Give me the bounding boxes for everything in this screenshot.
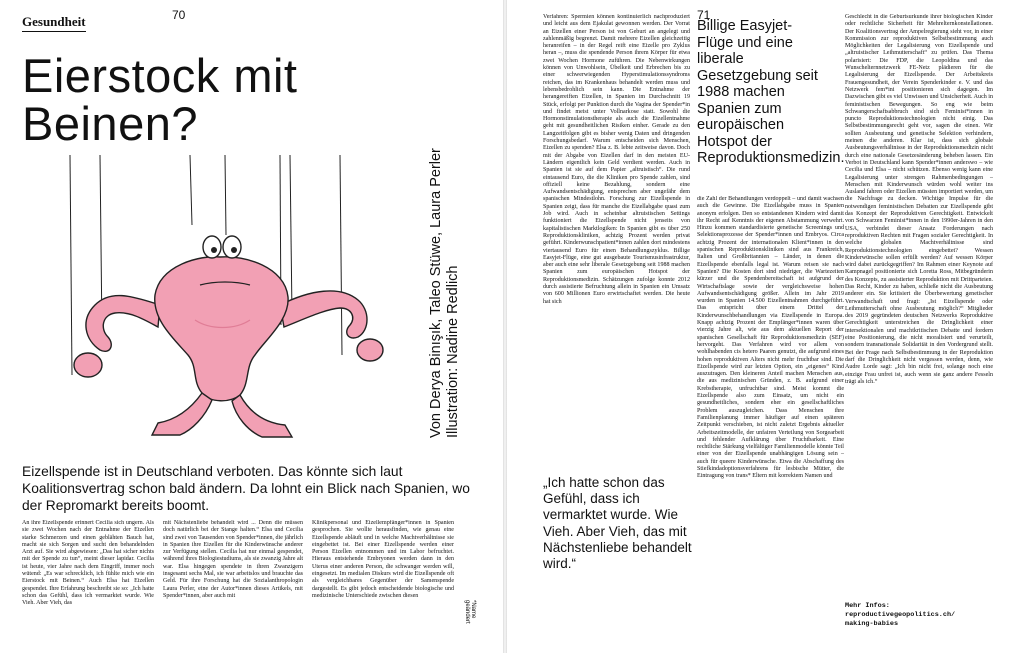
title-line-2: Beinen? xyxy=(22,97,198,150)
pull-quote: „Ich hatte schon das Gefühl, dass ich vermarktet wurde. Wie Vieh. Aber Vieh, das mit Nächstenliebe behandelt wird.“ xyxy=(543,475,692,572)
lead-paragraph: Eizellspende ist in Deutschland verboten. Das könnte sich laut Koalitionsvertrag schon bald ändern. Da lohnt ein Blick nach Spanien, wo der Repromarkt bereits boomt. xyxy=(22,464,470,513)
puppet-eyes xyxy=(203,236,241,258)
article-title xyxy=(22,49,298,150)
left-col1-text: An ihre Eizellspende erinnert Cecilia sich ungern. Als sie zwei Wochen nach der Entnahme der Eizellen starke Schmerzen und einen geblähten Bauch hat, macht sie sich Sorgen und sucht den behandelnden Arzt auf. Sie wird abgewiesen: „Das hat sicher nichts mit der Spende zu tun“, meint dieser lapidar. Cecilia ist heute, vier Jahre nach dem Eingriff, immer noch wütend: „Es war schrecklich, ich fühlte mich wie ein Eierstock mit Beinen.“ Auch Elsa hat Eizellen gespendet. Ihre Erfahrung beschreibt sie so: „Ich hatte schon das Gefühl, dass ich vermarktet wurde. Wie Vieh. Aber Vieh, das xyxy=(22,520,154,607)
left-column-1 xyxy=(22,520,154,650)
right-column-2 xyxy=(697,196,844,650)
more-info-link-1[interactable]: reproductivegeopolitics.ch/ xyxy=(845,611,956,619)
title-line-1: Eierstock mit xyxy=(22,49,298,102)
uterus-body xyxy=(74,257,383,437)
uterus-puppet-illustration xyxy=(40,155,410,445)
authors: Von Derya Binışık, Taleo Stüwe, Laura Perler xyxy=(428,148,444,438)
name-changed-note: *Name geändert xyxy=(464,600,476,624)
right-column-3 xyxy=(845,14,993,596)
more-info-label: Mehr Infos: xyxy=(845,602,890,610)
section-label: Gesundheit xyxy=(22,14,86,32)
right-col3-text: Geschlecht in die Geburtsurkunde ihrer biologischen Kinder oder rechtliche Sicherheit für Mehrelternkonstellationen. Der Koalitionsvertrag der Ampelregierung sieht vor, in einer Kommission zur reproduktiven Selbstbestimmung auch Möglichkeiten der Legalisierung von Eizellspende und „altruistischer Leihmutterschaft“ zu prüfen. Das Thema polarisiert: Die FDP, die Leopoldina und das Wunschelternnetzwerk FE-Netz plädieren für die Legalisierung der Eizellspende. Der Arbeitskreis Frauengesundheit, der Verein Spenderkinder e. V. und das Netzwerk fem*ini positionieren sich dagegen. Im Dazwischen gibt es viel Unwissen und Unsicherheit. Auch in feministischen Bewegungen. So eng wie beim Schwangerschaftsabbruch sind sich Feminist*innen in puncto Reproduktionstechnologien nicht einig. Das Selbstbestimmungsrecht geht vor, sagen die einen. Wir sollten Ausbeutung und genetische Selektion verhindern, meinen die anderen. Klar ist, dass sich globale Ausbeutungsverhältnisse in der Reproduktionsmedizin nicht durch eine nationale Gesetzesänderung beheben lassen. Ein Verbot in Deutschland kann Spender*innen anderswo – wie Cecilia und Elsa – nicht schützen. Ebenso wenig kann eine Legalisierung unter strengen Rahmenbedingungen – Menschen mit Kinderwunsch würden wohl weiter ins Ausland fahren oder Eizellen müssten importiert werden, um die Nachfrage zu decken. Wichtige Impulse für die notwendigen feministischen Debatten zur Eizellspende gibt das Konzept der Reproduktiven Gerechtigkeit. Entwickelt von Schwarzen Feminist*innen in den 1990er-Jahren in den USA, verbindet dieser Ansatz Forderungen nach reproduktiven Rechten mit Fragen sozialer Gerechtigkeit. In welche globalen Machtverhältnisse sind Reproduktionstechnologien eingebettet? Wessen Kinderwünsche sollen erfüllt werden? Auf wessen Körper wird dabei zurückgegriffen? Im Rahmen einer Keynote auf Kampnagel positionierte sich Loretta Ross, Mitbegründerin des Konzepts, zu assistierter Reproduktion mit Drittparteien. Das Recht, Kinder zu haben, schließe nicht die Ausbeutung anderer ein. Sie kritisiert die Überbewertung genetischer Verwandtschaft und fragt: „Ist Eizellspende oder Leihmutterschaft ohne Ausbeutung möglich?“ Mitglieder des 2019 gegründeten deutschen Netzwerks Reproduktive Gerechtigkeit unterstreichen die Dringlichkeit einer intersektionalen und machtkritischen Debatte und fordern eine Positionierung, die nicht moralisiert und verurteilt, sondern transnationale Solidarität in den Vordergrund stellt. Bei der Frage nach Selbstbestimmung in der Reproduktion darf die Dringlichkeit nicht vergessen werden, denn, wie Audre Lorde sagt: „Ich bin nicht frei, solange noch eine einzige Frau unfrei ist, auch wenn sie ganz andere Fesseln trägt als ich.“ xyxy=(845,14,993,385)
more-info-box xyxy=(845,602,955,629)
subheadline: Billige Easyjet-Flüge und eine liberale Gesetzgebung seit 1988 machen Spanien zum europäischen Hotspot der Reproduktionsmedizin. xyxy=(697,18,845,166)
right-col1-text: Verfahren: Spermien können kontinuierlich nachproduziert und leicht aus dem Ejakulat gewonnen werden. Der Vorrat an Eizellen einer Person ist von Geburt an angelegt und zahlenmäßig begrenzt. Damit mehrere Eizellen gleichzeitig heranreifen – in der Regel reift eine Eizelle pro Zyklus heran –, muss die spendende Person ihrem Körper für etwa zwei Wochen Hormone zuführen. Die Nebenwirkungen können von Unwohlsein, Übelkeit und Erbrechen bis zu einer schwerwiegenden Hyperstimulationssyndroms reichen, das im Krankenhaus behandelt werden muss und lebensbedrohlich sein kann. Die Entnahme der herangereiften Eizellen, in Spanien im Durchschnitt 19 Stück, erfolgt per Punktion durch die Vagina der Spender*in und findet meist unter Vollnarkose statt. Sowohl die Hormonstimulationstherapie als auch die Eizellentnahme geht mit gesundheitlichen Risiken einher. Gerade zu den Langzeitfolgen gibt es bisher wenig Daten und dringenden Forschungsbedarf. Warum entscheiden sich Menschen, Eizellen zu spenden? Elsa z. B. lebte zeitweise davon. Doch mit der Abgabe von Eizellen darf in den meisten EU-Ländern eigentlich kein Geld verdient werden. Auch in Spanien ist sie auf dem Papier „altruistisch“. Die rund eintausend Euro, die die Kliniken pro Spende zahlen, sind offiziell keine Bezahlung, sondern eine Aufwandsentschädigung, entsprechen aber ungefähr dem spanischen Mindestlohn. Forschung zur Eizellspende in Spanien zeigt, dass für manche die Eizellabgabe quasi zum Job wird. Auch in scheinbar altruistischen Settings funktioniert die Eizellspende nicht jenseits von kapitalistischen Marktlogiken: In Spanien gibt es über 250 Reproduktionskliniken, achtzig Prozent werden privat geführt. Kinderwunschpatient*innen zahlen dort mindestens viertausend Euro für einen Behandlungszyklus. Billige Easyjet-Flüge, eine gut ausgebaute Tourismusinfrastruktur, aber auch eine sehr liberale Gesetzgebung seit 1988 machen Spanien zum europäischen Hotspot der Reproduktionsmedizin. Schätzungen zufolge konnte 2012 durch assistierte Befruchtung allein in Spanien ein Umsatz von 600 Millionen Euro erwirtschaftet werden. Die heute hat sich xyxy=(543,14,690,305)
more-info-link-2[interactable]: making-babies xyxy=(845,620,899,628)
page-number-left: 70 xyxy=(172,8,186,22)
left-col3-text: Klinikpersonal und Eizellempfänger*innen in Spanien gesprochen. Sie wollte herausfinden, wie genau eine Eizellspende abläuft und in welche Machtverhältnisse sie eingebettet ist. Bei einer Eizellspende werden einer Person Eizellen entnommen und im Labor befruchtet. Hieraus entstehende Embryonen werden dann in den Uterus einer anderen Person, die schwanger werden will, eingesetzt. Im medialen Diskurs wird die Eizellspende oft als vergleichbares Gegenüber der Samenspende dargestellt. Es gibt jedoch entscheidende biologische und medizinische Unterschiede zwischen diesen xyxy=(312,520,454,599)
right-col2-text: die Zahl der Behandlungen verdoppelt – und damit wachsen auch die Gewinne. Die Eizellabgabe muss in Spanien anonym erfolgen. Den so entstandenen Kindern wird damit ihr Recht auf Kenntnis der eigenen Abstammung verwehrt. Hinzu kommen standardisierte genetische Screenings und Selektionsprozesse der Spender*innen und Embryos. Circa achtzig Prozent der internationalen Klient*innen in den spanischen Reproduktionskliniken sind aus Frankreich, Italien und Großbritannien – Länder, in denen die Eizellspende ebenfalls legal ist. Warum reisen sie nach Spanien? Die Kosten dort sind niedriger, die Wartezeiten kürzer und die Spendenbereitschaft ist aufgrund der Wirtschaftslage sowie der vergleichsweise hohen Aufwandsentschädigung größer. Allein im Jahr 2019 wurden in Spanien 14.500 Eizellentnahmen durchgeführt. Das entspricht über einem Drittel der Kinderwunschbehandlungen via Eizellspende in Europa. Knapp achtzig Prozent der Empfänger*innen waren über vierzig Jahre alt, wie aus dem aktuellen Report der spanischen Gesellschaft für Reproduktionsmedizin (SEF) hervorgeht. Das Verfahren wird vor allem von wohlhabenden cis hetero Paaren genutzt, die aufgrund eines hohen reproduktiven Alters nicht mehr fruchtbar sind. Die Eizellspende wird zur letzten Option, ein „eigenes“ Kind auszutragen. Den kleineren Anteil machen Menschen aus, die aus medizinischen Gründen, z. B. aufgrund einer Krebstherapie, unfruchtbar sind. Meist kommt die Eizellspende also zum Einsatz, um nicht ein gesundheitliches, sondern eher ein gesellschaftliches Problem auszugleichen. Dass Menschen ihre Familienplanung immer häufiger auf einen späteren Zeitpunkt verschieben, ist nicht zuletzt Ergebnis aktueller Arbeitszeitmodelle, der unfairen Verteilung von Sorgearbeit und fehlender Aufklärung über Fruchtbarkeit. Eine rechtliche Stärkung vielfältiger Familienmodelle könnte Teil einer von der Eizellspende unabhängigen Lösung sein – auch für queere Kinderwünsche. Etwa die Abschaffung des Stiefkindadoptionsverfahrens für lesbische Mütter, die Eintragung von trans* Eltern mit korrektem Namen und xyxy=(697,196,844,480)
left-column-2 xyxy=(163,520,303,650)
page-number-right: 71 xyxy=(697,8,711,22)
left-column-3 xyxy=(312,520,454,650)
left-col2-text: mit Nächstenliebe behandelt wird ... Denn die müssen doch natürlich bei der Stange halten.“ Elsa und Cecilia sind zwei von Tausenden von Spender*innen, die jährlich in Spanien ihre Eizellen für die Kinderwünsche anderer zur Verfügung stellen. Cecilia hat nur einmal gespendet, während ihres Biologiestudiums, als sie zwanzig Jahre alt war. Elsa hingegen spendete in ihren Zwanzigern insgesamt sechs Mal, sie war arbeitslos und brauchte das Geld. Für ihre Forschung hat die Sozialanthropologin Laura Perler, eine der Autor*innen dieses Artikels, mit Spender*innen, aber auch mit xyxy=(163,520,303,599)
illustration-credit: Illustration: Nadine Redlich xyxy=(445,265,461,438)
byline xyxy=(428,98,462,438)
